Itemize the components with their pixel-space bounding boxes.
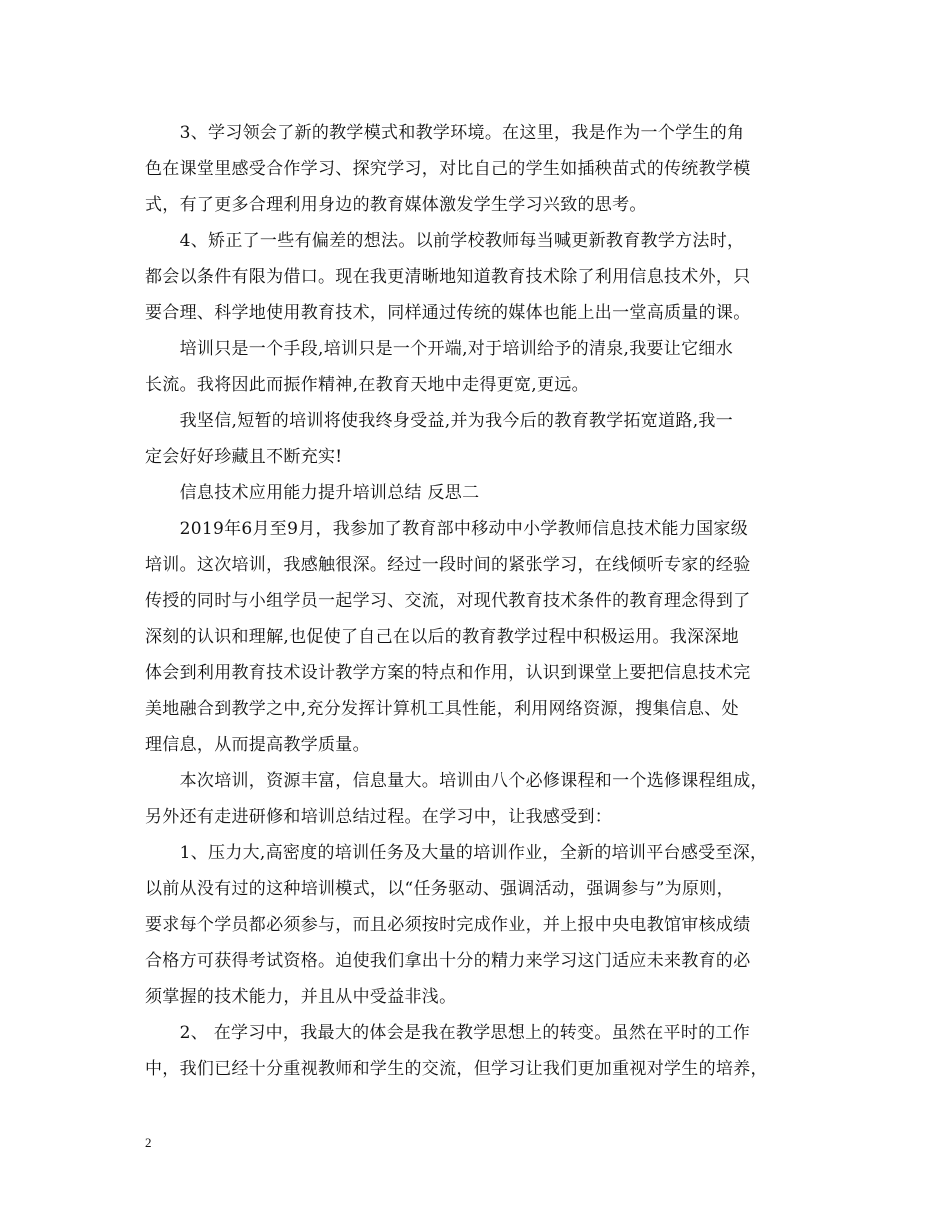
text-line: 1、压力大,高密度的培训任务及大量的培训作业，全新的培训平台感受至深， [145,843,768,863]
text-line: 3、学习领会了新的教学模式和教学环境。在这里，我是作为一个学生的角 [145,123,745,143]
text-line: 色在课堂里感受合作学习、探究学习，对比自己的学生如插秧苗式的传统教学模 [145,159,751,179]
text-line: 中，我们已经十分重视教师和学生的交流，但学习让我们更加重视对学生的培养， [145,1059,768,1079]
text-line: 要求每个学员都必须参与，而且必须按时完成作业，并上报中央电教馆审核成绩 [145,915,751,935]
body-text [145,115,815,1087]
text-line: 理信息，从而提高教学质量。 [145,735,370,755]
text-line: 合格方可获得考试资格。迫使我们拿出十分的精力来学习这门适应未来教育的必 [145,951,751,971]
text-line: 另外还有走进研修和培训总结过程。在学习中，让我感受到： [145,807,613,827]
text-line: 4、矫正了一些有偏差的想法。以前学校教师每当喊更新教育教学方法时， [145,231,745,251]
text-line: 以前从没有过的这种培训模式，以“任务驱动、强调活动，强调参与”为原则， [145,879,734,899]
text-line: 美地融合到教学之中,充分发挥计算机工具性能，利用网络资源，搜集信息、处 [145,699,739,719]
text-line: 体会到利用教育技术设计教学方案的特点和作用，认识到课堂上要把信息技术完 [145,663,751,683]
text-line: 我坚信,短暂的培训将使我终身受益,并为我今后的教育教学拓宽道路,我一 [145,411,734,431]
text-line: 要合理、科学地使用教育技术，同样通过传统的媒体也能上出一堂高质量的课。 [145,303,751,323]
text-line: 2、 在学习中，我最大的体会是我在教学思想上的转变。虽然在平时的工作 [145,1023,751,1043]
section-heading: 信息技术应用能力提升培训总结 反思二 [145,483,480,503]
text-line: 定会好好珍藏且不断充实! [145,447,343,467]
text-line: 都会以条件有限为借口。现在我更清晰地知道教育技术除了利用信息技术外，只 [145,267,751,287]
text-line: 式，有了更多合理利用身边的教育媒体激发学生学习兴致的思考。 [145,195,647,215]
text-line: 培训只是一个手段,培训只是一个开端,对于培训给予的清泉,我要让它细水 [145,339,734,359]
text-line: 2019年6月至9月，我参加了教育部中移动中小学教师信息技术能力国家级 [145,519,748,539]
text-line: 深刻的认识和理解,也促使了自己在以后的教育教学过程中积极运用。我深深地 [145,627,739,647]
page-number: 2 [145,1135,152,1150]
text-line: 须掌握的技术能力，并且从中受益非浅。 [145,987,457,1007]
text-line: 长流。我将因此而振作精神,在教育天地中走得更宽,更远。 [145,375,589,395]
text-line: 本次培训，资源丰富，信息量大。培训由八个必修课程和一个选修课程组成， [145,771,768,791]
text-line: 培训。这次培训，我感触很深。经过一段时间的紧张学习，在线倾听专家的经验 [145,555,751,575]
text-line: 传授的同时与小组学员一起学习、交流，对现代教育技术条件的教育理念得到了 [145,591,751,611]
